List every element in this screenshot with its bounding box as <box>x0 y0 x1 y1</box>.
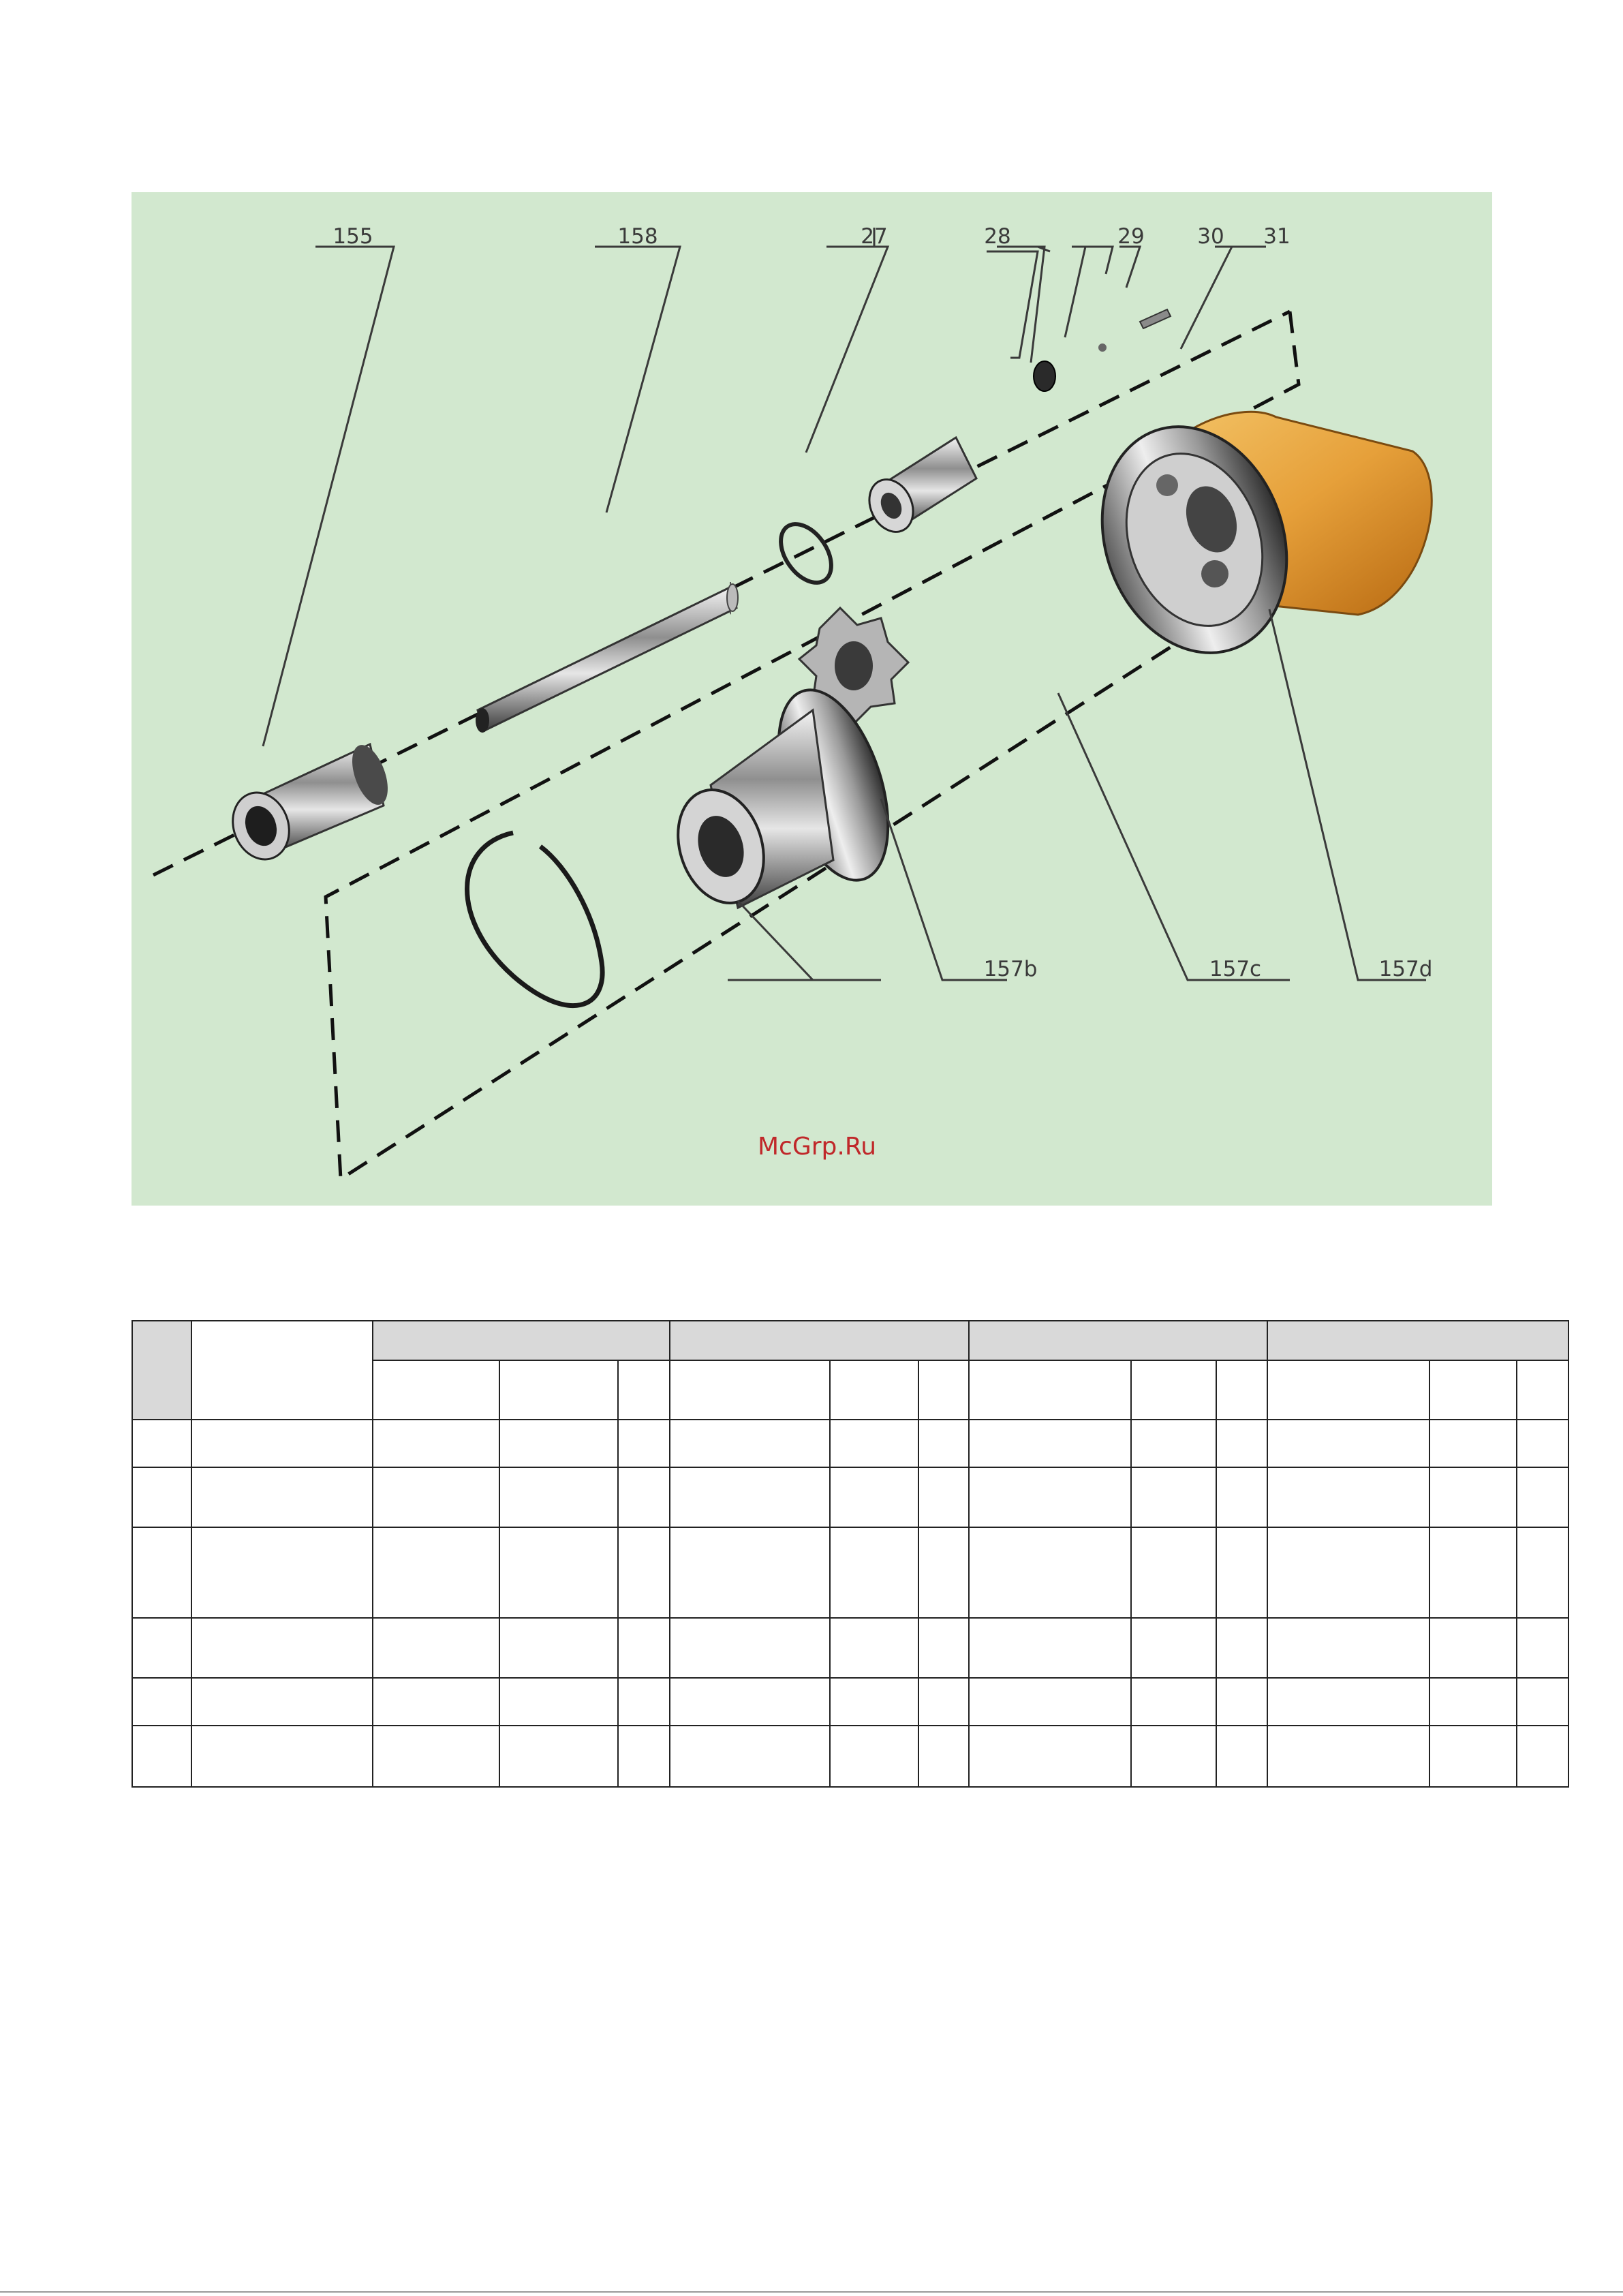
table-cell <box>918 1467 969 1527</box>
table-cell <box>132 1678 191 1726</box>
table-cell <box>969 1726 1131 1787</box>
table-cell <box>1131 1618 1216 1678</box>
group-header <box>969 1321 1267 1360</box>
callout-27: 27 <box>861 224 888 249</box>
group-header <box>373 1321 670 1360</box>
callout-30: 30 <box>1197 224 1224 249</box>
table-cell <box>1216 1678 1267 1726</box>
table-cell <box>373 1618 499 1678</box>
table-cell <box>499 1726 618 1787</box>
sub-header <box>1267 1360 1429 1420</box>
sub-header <box>670 1360 830 1420</box>
table-cell <box>1131 1420 1216 1467</box>
exploded-parts-diagram <box>132 192 1492 1206</box>
table-cell <box>191 1678 373 1726</box>
table-cell <box>191 1726 373 1787</box>
table-cell <box>1131 1726 1216 1787</box>
table-cell <box>830 1420 918 1467</box>
table-cell <box>830 1726 918 1787</box>
table-cell <box>1267 1678 1429 1726</box>
table-cell <box>969 1678 1131 1726</box>
table-cell <box>830 1678 918 1726</box>
table-cell <box>373 1467 499 1527</box>
table-cell <box>918 1527 969 1618</box>
table-cell <box>1429 1618 1517 1678</box>
table-cell <box>1131 1527 1216 1618</box>
table-cell <box>1517 1618 1568 1678</box>
table-cell <box>1517 1726 1568 1787</box>
bottom-rule <box>0 2291 1623 2293</box>
group-header <box>1267 1321 1568 1360</box>
part-29-washer <box>1034 361 1055 391</box>
table-cell <box>132 1726 191 1787</box>
table-cell <box>1267 1420 1429 1467</box>
table-row <box>132 1467 1568 1527</box>
table-cell <box>918 1420 969 1467</box>
table-cell <box>918 1618 969 1678</box>
table-cell <box>969 1618 1131 1678</box>
table-cell <box>373 1726 499 1787</box>
table-cell <box>1517 1467 1568 1527</box>
table-cell <box>830 1618 918 1678</box>
table-cell <box>670 1726 830 1787</box>
table-cell <box>1517 1527 1568 1618</box>
table-row <box>132 1527 1568 1618</box>
table-row <box>132 1420 1568 1467</box>
table-cell <box>670 1678 830 1726</box>
callout-28: 28 <box>984 224 1011 249</box>
table-cell <box>499 1420 618 1467</box>
table-cell <box>132 1618 191 1678</box>
table-cell <box>132 1420 191 1467</box>
table-cell <box>969 1527 1131 1618</box>
table-cell <box>191 1527 373 1618</box>
table-row <box>132 1618 1568 1678</box>
table-cell <box>373 1527 499 1618</box>
table-cell <box>373 1678 499 1726</box>
table-cell <box>1517 1420 1568 1467</box>
table-cell <box>1131 1678 1216 1726</box>
table-cell <box>830 1527 918 1618</box>
table-cell <box>499 1618 618 1678</box>
table-cell <box>1216 1527 1267 1618</box>
table-cell <box>499 1678 618 1726</box>
table-cell <box>618 1527 670 1618</box>
table-cell <box>670 1420 830 1467</box>
sub-header <box>1131 1360 1216 1420</box>
table-cell <box>1216 1618 1267 1678</box>
table-cell <box>618 1726 670 1787</box>
sub-header <box>1429 1360 1517 1420</box>
table-cell <box>1429 1467 1517 1527</box>
table-cell <box>969 1420 1131 1467</box>
callout-157b: 157b <box>983 957 1038 981</box>
table-cell <box>1517 1678 1568 1726</box>
callout-31: 31 <box>1263 224 1290 249</box>
table-cell <box>1267 1618 1429 1678</box>
table-cell <box>1267 1726 1429 1787</box>
sub-header <box>1517 1360 1568 1420</box>
table-cell <box>373 1420 499 1467</box>
table-cell <box>618 1467 670 1527</box>
table-cell <box>618 1618 670 1678</box>
sub-header <box>618 1360 670 1420</box>
part-30-pin <box>1098 343 1107 352</box>
table-cell <box>830 1467 918 1527</box>
sub-header <box>373 1360 499 1420</box>
table-body <box>132 1420 1568 1787</box>
callout-29: 29 <box>1117 224 1145 249</box>
table-cell <box>1216 1726 1267 1787</box>
sub-header <box>1216 1360 1267 1420</box>
table-cell <box>1216 1420 1267 1467</box>
table-cell <box>670 1527 830 1618</box>
table-cell <box>1267 1527 1429 1618</box>
table-cell <box>1267 1467 1429 1527</box>
group-header <box>670 1321 969 1360</box>
header-cell <box>191 1321 373 1420</box>
table-cell <box>499 1467 618 1527</box>
callout-158: 158 <box>617 224 658 249</box>
table-cell <box>1429 1726 1517 1787</box>
table-cell <box>132 1467 191 1527</box>
table-cell <box>132 1527 191 1618</box>
sub-header <box>499 1360 618 1420</box>
table-cell <box>1429 1527 1517 1618</box>
table-cell <box>918 1726 969 1787</box>
table-row <box>132 1726 1568 1787</box>
table-cell <box>618 1420 670 1467</box>
table-cell <box>969 1467 1131 1527</box>
table-row <box>132 1678 1568 1726</box>
table-cell <box>670 1618 830 1678</box>
table-cell <box>670 1467 830 1527</box>
watermark: McGrp.Ru <box>757 1133 877 1161</box>
table-cell <box>1216 1467 1267 1527</box>
table-cell <box>618 1678 670 1726</box>
table-cell <box>1131 1467 1216 1527</box>
callout-157d: 157d <box>1378 957 1433 981</box>
table-cell <box>191 1467 373 1527</box>
header-cell <box>132 1321 191 1420</box>
table-cell <box>1429 1420 1517 1467</box>
sub-header <box>918 1360 969 1420</box>
table-cell <box>499 1527 618 1618</box>
callout-157c: 157c <box>1209 957 1262 981</box>
table-cell <box>191 1618 373 1678</box>
table-cell <box>918 1678 969 1726</box>
table-cell <box>191 1420 373 1467</box>
sub-header <box>969 1360 1131 1420</box>
parts-table <box>132 1320 1569 1788</box>
sub-header <box>830 1360 918 1420</box>
callout-155: 155 <box>333 224 373 249</box>
table-cell <box>1429 1678 1517 1726</box>
table-group-header-row <box>132 1321 1568 1360</box>
